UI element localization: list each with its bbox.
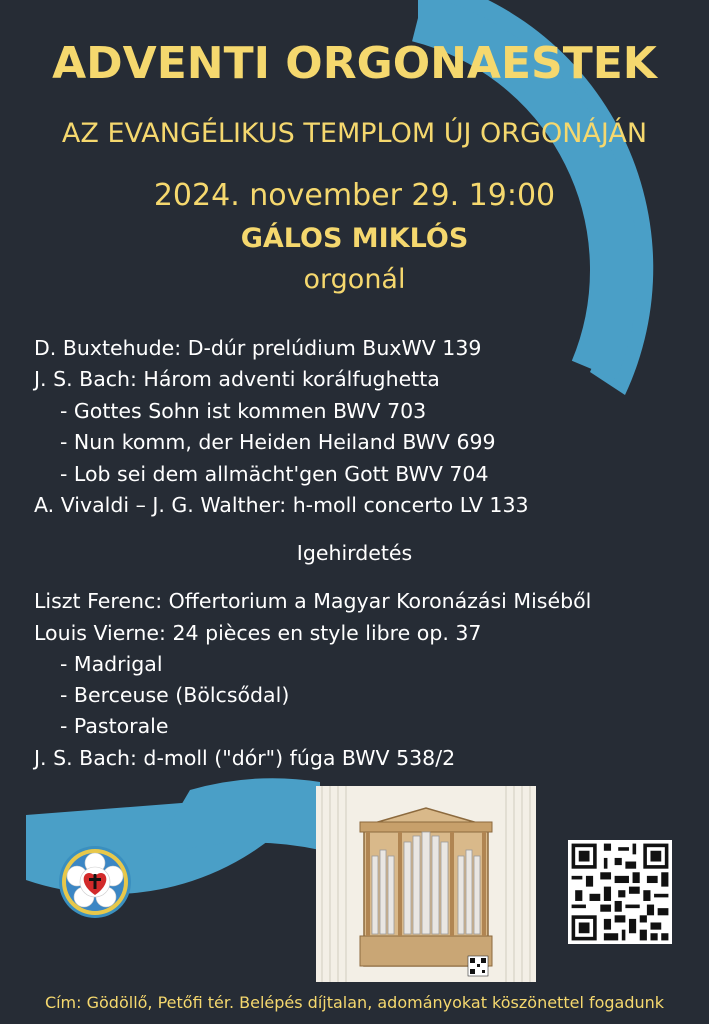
page-title: ADVENTI ORGONAESTEK bbox=[52, 38, 657, 89]
program-item: Liszt Ferenc: Offertorium a Magyar Koronázási Miséből bbox=[34, 589, 592, 613]
qr-code-icon bbox=[568, 840, 672, 944]
program-subitem: - Madrigal bbox=[60, 652, 163, 676]
luther-rose-icon bbox=[58, 845, 132, 919]
event-datetime: 2024. november 29. 19:00 bbox=[153, 178, 556, 213]
program-item: D. Buxtehude: D-dúr prelúdium BuxWV 139 bbox=[34, 336, 482, 360]
program-item: J. S. Bach: d-moll ("dór") fúga BWV 538/2 bbox=[34, 746, 456, 770]
program-subitem: - Pastorale bbox=[60, 714, 169, 738]
program-subitem: - Gottes Sohn ist kommen BWV 703 bbox=[60, 399, 427, 423]
organ-illustration bbox=[316, 786, 536, 982]
subtitle: AZ EVANGÉLIKUS TEMPLOM ÚJ ORGONÁJÁN bbox=[61, 118, 648, 149]
sermon-label: Igehirdetés bbox=[296, 541, 413, 565]
footer-address: Cím: Gödöllő, Petőfi tér. Belépés díjtalan, adományokat köszönettel fogadunk bbox=[44, 993, 665, 1012]
program-subitem: - Lob sei dem allmächt'gen Gott BWV 704 bbox=[60, 462, 489, 486]
program-subitem: - Nun komm, der Heiden Heiland BWV 699 bbox=[60, 430, 496, 454]
performer-role: orgonál bbox=[303, 264, 406, 295]
program-item: Louis Vierne: 24 pièces en style libre op. 37 bbox=[34, 621, 482, 645]
program-item: J. S. Bach: Három adventi korálfughetta bbox=[34, 367, 440, 391]
program-item: A. Vivaldi – J. G. Walther: h-moll concerto LV 133 bbox=[34, 493, 529, 517]
performer-name: GÁLOS MIKLÓS bbox=[240, 223, 469, 254]
program-subitem: - Berceuse (Bölcsődal) bbox=[60, 683, 290, 707]
